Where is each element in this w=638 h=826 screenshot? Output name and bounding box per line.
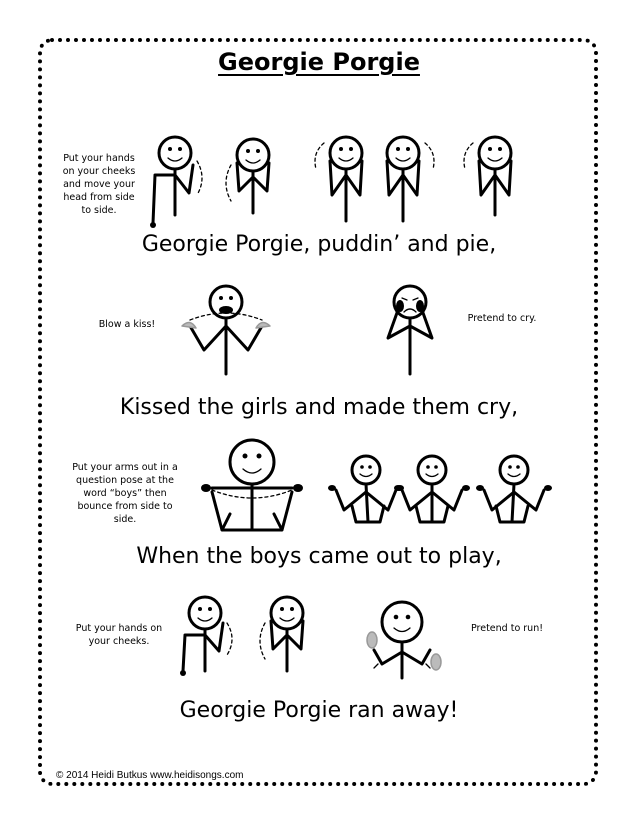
stick-figure-cry [388,286,432,374]
stick-figure-hands-cheeks-4 [387,137,434,221]
instruction-hands-cheeks: Put your hands on your cheeks. [75,623,163,647]
instruction-question-pose: Put your arms out in a question pose at the word “boys” then bounce from side to side. [72,462,178,525]
lyric-line-4: Georgie Porgie ran away! [179,698,459,723]
instruction-run: Pretend to run! [470,623,544,634]
stick-figure-hands-cheeks-3 [315,137,362,221]
stick-figure-bounce-1 [328,456,404,522]
stick-figure-run [367,602,441,678]
lyric-line-2: Kissed the girls and made them cry, [119,395,519,420]
lyric-line-3: When the boys came out to play, [136,544,502,569]
lyric-line-1: Georgie Porgie, puddin’ and pie, [141,232,497,257]
stick-figure-question-pose [201,440,303,530]
page-title: Georgie Porgie [218,48,420,76]
instruction-cheeks-head: Put your hands on your cheeks and move your head from side to side. [62,153,136,216]
stick-figure-bounce-3 [476,456,552,522]
instruction-cry: Pretend to cry. [467,313,537,324]
instruction-blow-kiss: Blow a kiss! [98,319,156,330]
stick-figure-hands-cheeks-row4-1 [180,597,232,676]
stick-figure-blow-kiss [182,286,270,374]
stick-figure-hands-cheeks-2 [226,139,269,213]
stick-figure-hands-cheeks-1 [150,137,202,228]
copyright-footer: © 2014 Heidi Butkus www.heidisongs.com [56,770,244,781]
stick-figure-bounce-2 [394,456,470,522]
stick-figure-hands-cheeks-row4-2 [260,597,303,671]
stick-figure-hands-cheeks-5 [464,137,511,215]
